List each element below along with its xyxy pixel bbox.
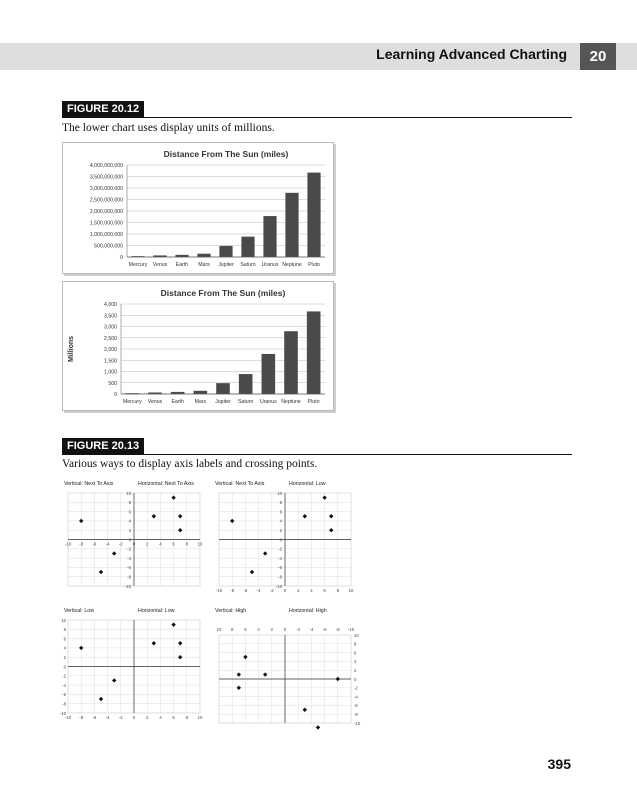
y-tick-label: 1,000 <box>104 369 117 376</box>
y-tick-label: 0 <box>279 537 282 543</box>
scatter-chart-3 <box>59 605 207 730</box>
y-tick-label: 10 <box>126 490 131 496</box>
x-tick-label: 4 <box>257 627 260 632</box>
data-point <box>303 708 307 712</box>
data-point <box>171 495 175 499</box>
x-tick-label: Earth <box>175 262 189 268</box>
bar <box>241 237 254 257</box>
y-tick-label: 3,500,000,000 <box>89 174 123 181</box>
bar-chart-millions <box>62 281 334 411</box>
y-tick-label: 1,000,000,000 <box>89 232 123 238</box>
y-tick-label: 10 <box>61 617 66 623</box>
data-point <box>316 725 320 729</box>
y-tick-label: -4 <box>354 694 358 700</box>
x-tick-label: 0 <box>283 627 287 632</box>
x-tick-label: 4 <box>310 588 313 593</box>
y-tick-label: 8 <box>279 500 282 506</box>
x-tick-label: Pluto <box>307 399 320 405</box>
x-tick-label: -2 <box>269 588 274 593</box>
data-point <box>322 495 326 499</box>
data-point <box>237 686 241 690</box>
y-tick-label: 8 <box>128 500 131 506</box>
y-tick-label: 2 <box>279 528 282 533</box>
data-point <box>99 697 103 701</box>
bar <box>285 193 298 257</box>
scatter-chart-4 <box>213 605 361 730</box>
chapter-number: 20 <box>580 43 616 70</box>
chart-title-left: Vertical: Next To Axis <box>215 481 265 487</box>
y-tick-label: 6 <box>354 650 357 656</box>
chart-title-right: Horizontal: Next To Axis <box>138 481 194 487</box>
x-tick-label: 0 <box>132 715 136 720</box>
scatter-chart-1 <box>62 478 207 603</box>
y-tick-label: -2 <box>354 685 358 691</box>
x-tick-label: 2 <box>146 541 149 547</box>
y-tick-label: -6 <box>278 565 282 571</box>
chart-title-right: Horizontal: Low <box>138 608 175 614</box>
data-point <box>336 677 340 681</box>
x-tick-label: Uranus <box>261 262 279 268</box>
x-tick-label: -2 <box>296 627 301 632</box>
page-number: 395 <box>547 756 571 772</box>
data-point <box>178 514 182 518</box>
x-tick-label: -6 <box>92 715 97 720</box>
x-tick-label: Mercury <box>122 399 142 405</box>
x-tick-label: -6 <box>92 541 97 547</box>
x-tick-label: 8 <box>185 541 188 547</box>
data-point <box>329 514 333 518</box>
data-point <box>178 641 182 645</box>
bar <box>284 331 298 394</box>
x-tick-label: -8 <box>230 588 235 593</box>
y-tick-label: 1,500,000,000 <box>89 220 123 227</box>
y-tick-label: 3,500 <box>104 313 117 320</box>
y-tick-label: 2,000 <box>104 347 117 353</box>
x-tick-label: 8 <box>185 715 188 720</box>
y-tick-label: -2 <box>127 546 131 552</box>
x-tick-label: 0 <box>132 541 136 547</box>
bar <box>216 383 230 394</box>
figure-rule <box>62 454 572 455</box>
x-tick-label: -4 <box>105 715 110 720</box>
x-tick-label: 8 <box>336 588 339 593</box>
x-tick-label: Mars <box>198 262 210 268</box>
y-tick-label: 0 <box>128 537 131 543</box>
bar <box>262 354 276 394</box>
y-tick-label: -6 <box>354 703 358 709</box>
y-tick-label: 6 <box>63 636 66 642</box>
data-point <box>303 514 307 518</box>
y-axis-label: Millions <box>68 335 75 363</box>
y-tick-label: 6 <box>279 509 282 515</box>
y-tick-label: 10 <box>354 632 359 638</box>
figure-caption: The lower chart uses display units of millions. <box>62 122 275 134</box>
y-tick-label: 6 <box>128 509 131 515</box>
bar <box>263 216 276 257</box>
figure-rule <box>62 117 572 118</box>
y-tick-label: -10 <box>124 583 131 589</box>
x-tick-label: -6 <box>322 627 327 632</box>
x-tick-label: 4 <box>159 715 162 720</box>
data-point <box>243 655 247 659</box>
y-tick-label: 2 <box>354 668 357 673</box>
y-tick-label: -10 <box>354 720 361 726</box>
y-tick-label: 8 <box>63 627 66 633</box>
data-point <box>79 519 83 523</box>
x-tick-label: Venus <box>147 399 163 405</box>
y-tick-label: 8 <box>354 641 357 647</box>
y-tick-label: 4 <box>279 518 282 524</box>
data-point <box>178 528 182 532</box>
x-tick-label: Earth <box>171 399 184 405</box>
y-tick-label: -8 <box>62 701 66 707</box>
y-tick-label: 10 <box>277 490 282 496</box>
x-tick-label: 6 <box>172 541 175 547</box>
x-tick-label: 2 <box>297 588 300 593</box>
x-tick-label: -10 <box>347 627 355 632</box>
data-point <box>152 514 156 518</box>
x-tick-label: Venus <box>152 262 168 268</box>
y-tick-label: -10 <box>59 710 66 716</box>
y-tick-label: -4 <box>62 682 66 688</box>
y-tick-label: 500,000,000 <box>94 243 123 250</box>
x-tick-label: Jupiter <box>215 399 231 405</box>
bar <box>239 374 253 394</box>
data-point <box>230 519 234 523</box>
bar-chart-millions-svg <box>63 282 333 410</box>
y-tick-label: -2 <box>62 673 66 679</box>
x-tick-label: 6 <box>172 715 175 720</box>
figure-label-20-13: FIGURE 20.13 <box>62 438 144 454</box>
y-tick-label: 2,500 <box>104 335 117 342</box>
y-tick-label: -6 <box>127 565 131 571</box>
chart-title-right: Horizontal: High <box>289 608 327 614</box>
data-point <box>152 641 156 645</box>
y-tick-label: 4 <box>63 645 66 651</box>
data-point <box>250 570 254 574</box>
y-tick-label: 2,000,000,000 <box>89 209 123 215</box>
x-tick-label: 8 <box>231 627 234 632</box>
y-tick-label: -8 <box>127 574 131 580</box>
x-tick-label: Saturn <box>238 399 254 405</box>
data-point <box>237 672 241 676</box>
scatter-chart-2 <box>213 478 358 603</box>
x-tick-label: -10 <box>64 541 72 547</box>
data-point <box>263 551 267 555</box>
header-title: Learning Advanced Charting <box>376 46 567 62</box>
y-tick-label: 2,500,000,000 <box>89 197 123 204</box>
data-point <box>99 570 103 574</box>
x-tick-label: 2 <box>270 627 273 632</box>
x-tick-label: 10 <box>348 588 354 593</box>
y-tick-label: -8 <box>278 574 282 580</box>
figure-caption: Various ways to display axis labels and crossing points. <box>62 458 318 470</box>
bar <box>197 254 210 257</box>
x-tick-label: -10 <box>215 588 223 593</box>
y-tick-label: -2 <box>278 546 282 552</box>
bar <box>307 173 320 257</box>
x-tick-label: -4 <box>309 627 314 632</box>
y-tick-label: 3,000,000,000 <box>89 186 123 192</box>
x-tick-label: Mars <box>194 399 207 405</box>
y-tick-label: 0 <box>354 676 357 682</box>
x-tick-label: -4 <box>256 588 261 593</box>
x-tick-label: Neptune <box>281 399 301 405</box>
figure-label-20-12: FIGURE 20.12 <box>62 101 144 117</box>
x-tick-label: -10 <box>64 715 72 720</box>
x-tick-label: Jupiter <box>218 262 234 268</box>
x-tick-label: 6 <box>323 588 326 593</box>
data-point <box>112 551 116 555</box>
x-tick-label: -8 <box>335 627 340 632</box>
bar-chart-miles <box>62 142 334 274</box>
y-tick-label: 0 <box>120 255 123 261</box>
chart-title: Distance From The Sun (miles) <box>160 288 286 298</box>
y-tick-label: 500 <box>108 380 117 387</box>
bar <box>194 391 208 394</box>
bar <box>307 311 321 394</box>
x-tick-label: Neptune <box>282 262 302 268</box>
y-tick-label: 0 <box>63 664 66 670</box>
data-point <box>79 646 83 650</box>
x-tick-label: Saturn <box>240 262 256 268</box>
x-tick-label: -6 <box>243 588 248 593</box>
x-tick-label: 10 <box>197 541 203 547</box>
chart-title-left: Vertical: Low <box>64 608 95 614</box>
x-tick-label: -2 <box>118 715 123 720</box>
bar <box>219 246 232 257</box>
x-tick-label: Uranus <box>259 399 277 405</box>
x-tick-label: 10 <box>197 715 203 720</box>
data-point <box>171 622 175 626</box>
data-point <box>112 678 116 682</box>
y-tick-label: 2 <box>63 655 66 660</box>
x-tick-label: -8 <box>79 715 84 720</box>
x-tick-label: Mercury <box>128 262 148 268</box>
x-tick-label: 0 <box>283 588 287 593</box>
data-point <box>178 655 182 659</box>
y-tick-label: 1,500 <box>104 358 117 365</box>
bar-chart-miles-svg <box>63 143 333 273</box>
data-point <box>263 672 267 676</box>
y-tick-label: -8 <box>354 712 358 717</box>
y-tick-label: 4 <box>128 518 131 524</box>
x-tick-label: 4 <box>159 541 162 547</box>
x-tick-label: 10 <box>216 627 222 632</box>
x-tick-label: -8 <box>79 541 84 547</box>
y-tick-label: 3,000 <box>104 324 117 331</box>
y-tick-label: -4 <box>127 555 131 561</box>
data-point <box>329 528 333 532</box>
y-tick-label: 4 <box>354 659 357 665</box>
x-tick-label: Pluto <box>308 262 320 268</box>
chart-title: Distance From The Sun (miles) <box>163 149 289 159</box>
x-tick-label: 6 <box>244 627 247 632</box>
y-tick-label: 0 <box>114 392 117 398</box>
y-tick-label: -6 <box>62 692 66 698</box>
x-tick-label: -4 <box>105 541 110 547</box>
chart-title-left: Vertical: High <box>215 608 247 614</box>
y-tick-label: 2 <box>128 528 131 533</box>
y-tick-label: -4 <box>278 555 282 561</box>
chart-title-left: Vertical: Next To Axis <box>64 481 114 487</box>
y-tick-label: 4,000 <box>104 302 117 308</box>
y-tick-label: -10 <box>275 583 282 589</box>
x-tick-label: -2 <box>118 541 123 547</box>
y-tick-label: 4,000,000,000 <box>89 163 123 169</box>
x-tick-label: 2 <box>146 715 149 720</box>
chart-title-right: Horizontal: Low <box>289 481 326 487</box>
